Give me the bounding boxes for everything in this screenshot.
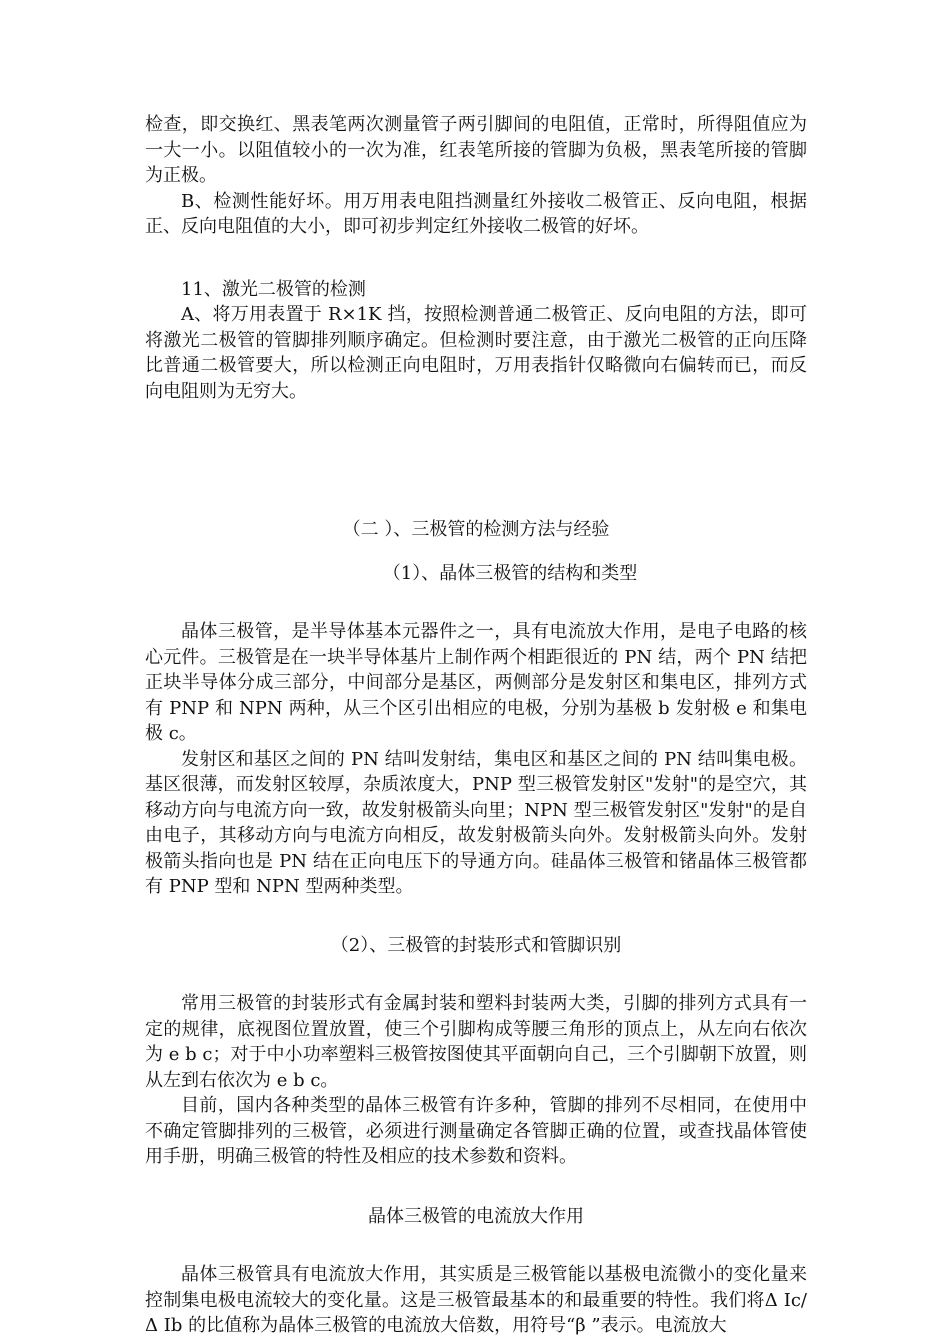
document-page: [145, 112, 807, 1339]
paragraph-structure: 晶体三极管，是半导体基本元器件之一，具有电流放大作用，是电子电路的核心元件。三极管是在一块半导体基片上制作两个相距很近的 PN 结，两个 PN 结把正块半导体分成三部分，中间部分是基区，两侧部分是发射区和集电区，排列方式有 PNP 和 NPN 两种，从三个区引出相应的电极，分别为基极 b 发射极 e 和集电极 c。: [145, 621, 807, 744]
section-title-transistor: （二 ）、三极管的检测方法与经验: [342, 519, 610, 540]
paragraph-amplification: 晶体三极管具有电流放大作用，其实质是三极管能以基极电流微小的变化量来控制集电极电流较大的变化量。这是三极管最基本的和最重要的特性。我们将Δ Ic/Δ Ib 的比值称为晶体三极管的电流放大倍数，用符号“β ”表示。电流放大: [145, 1264, 807, 1336]
paragraph-ir-polarity: 检查，即交换红、黑表笔两次测量管子两引脚间的电阻值，正常时，所得阻值应为一大一小。以阻值较小的一次为准，红表笔所接的管脚为负极，黑表笔所接的管脚为正极。: [145, 114, 807, 186]
paragraph-package: 常用三极管的封装形式有金属封装和塑料封装两大类，引脚的排列方式具有一定的规律，底视图位置放置，使三个引脚构成等腰三角形的顶点上，从左向右依次为 e b c；对于中小功率塑料三极管按图使其平面朝向自己，三个引脚朝下放置，则从左到右依次为 e b c。: [145, 993, 807, 1091]
subsection-title-structure: （1）、晶体三极管的结构和类型: [382, 562, 638, 584]
subsection-title-amplification: 晶体三极管的电流放大作用: [368, 1205, 584, 1227]
heading-laser-diode: 11、激光二极管的检测: [181, 278, 366, 300]
paragraph-junctions: 发射区和基区之间的 PN 结叫发射结，集电区和基区之间的 PN 结叫集电极。基区很薄，而发射区较厚，杂质浓度大，PNP 型三极管发射区"发射"的是空穴，其移动方向与电流方向一致，故发射极箭头向里；NPN 型三极管发射区"发射"的是自由电子，其移动方向与电流方向相反，故发射极箭头向外。发射极箭头向外。发射极箭头指向也是 PN 结在正向电压下的导通方向。硅晶体三极管和锗晶体三极管都有 PNP 型和 NPN 型两种类型。: [145, 748, 807, 897]
paragraph-laser-diode: A、将万用表置于 R×1K 挡，按照检测普通二极管正、反向电阻的方法，即可将激光二极管的管脚排列顺序确定。但检测时要注意，由于激光二极管的正向压降比普通二极管要大，所以检测正向电阻时，万用表指针仅略微向右偏转而已，而反向电阻则为无穷大。: [145, 304, 807, 402]
paragraph-pin-identification: 目前，国内各种类型的晶体三极管有许多种，管脚的排列不尽相同，在使用中不确定管脚排列的三极管，必须进行测量确定各管脚正确的位置，或查找晶体管使用手册，明确三极管的特性及相应的技术参数和资料。: [145, 1095, 807, 1167]
paragraph-ir-quality: B、检测性能好坏。用万用表电阻挡测量红外接收二极管正、反向电阻，根据正、反向电阻值的大小，即可初步判定红外接收二极管的好坏。: [145, 190, 807, 237]
subsection-title-package: （2）、三极管的封装形式和管脚识别: [330, 934, 622, 956]
